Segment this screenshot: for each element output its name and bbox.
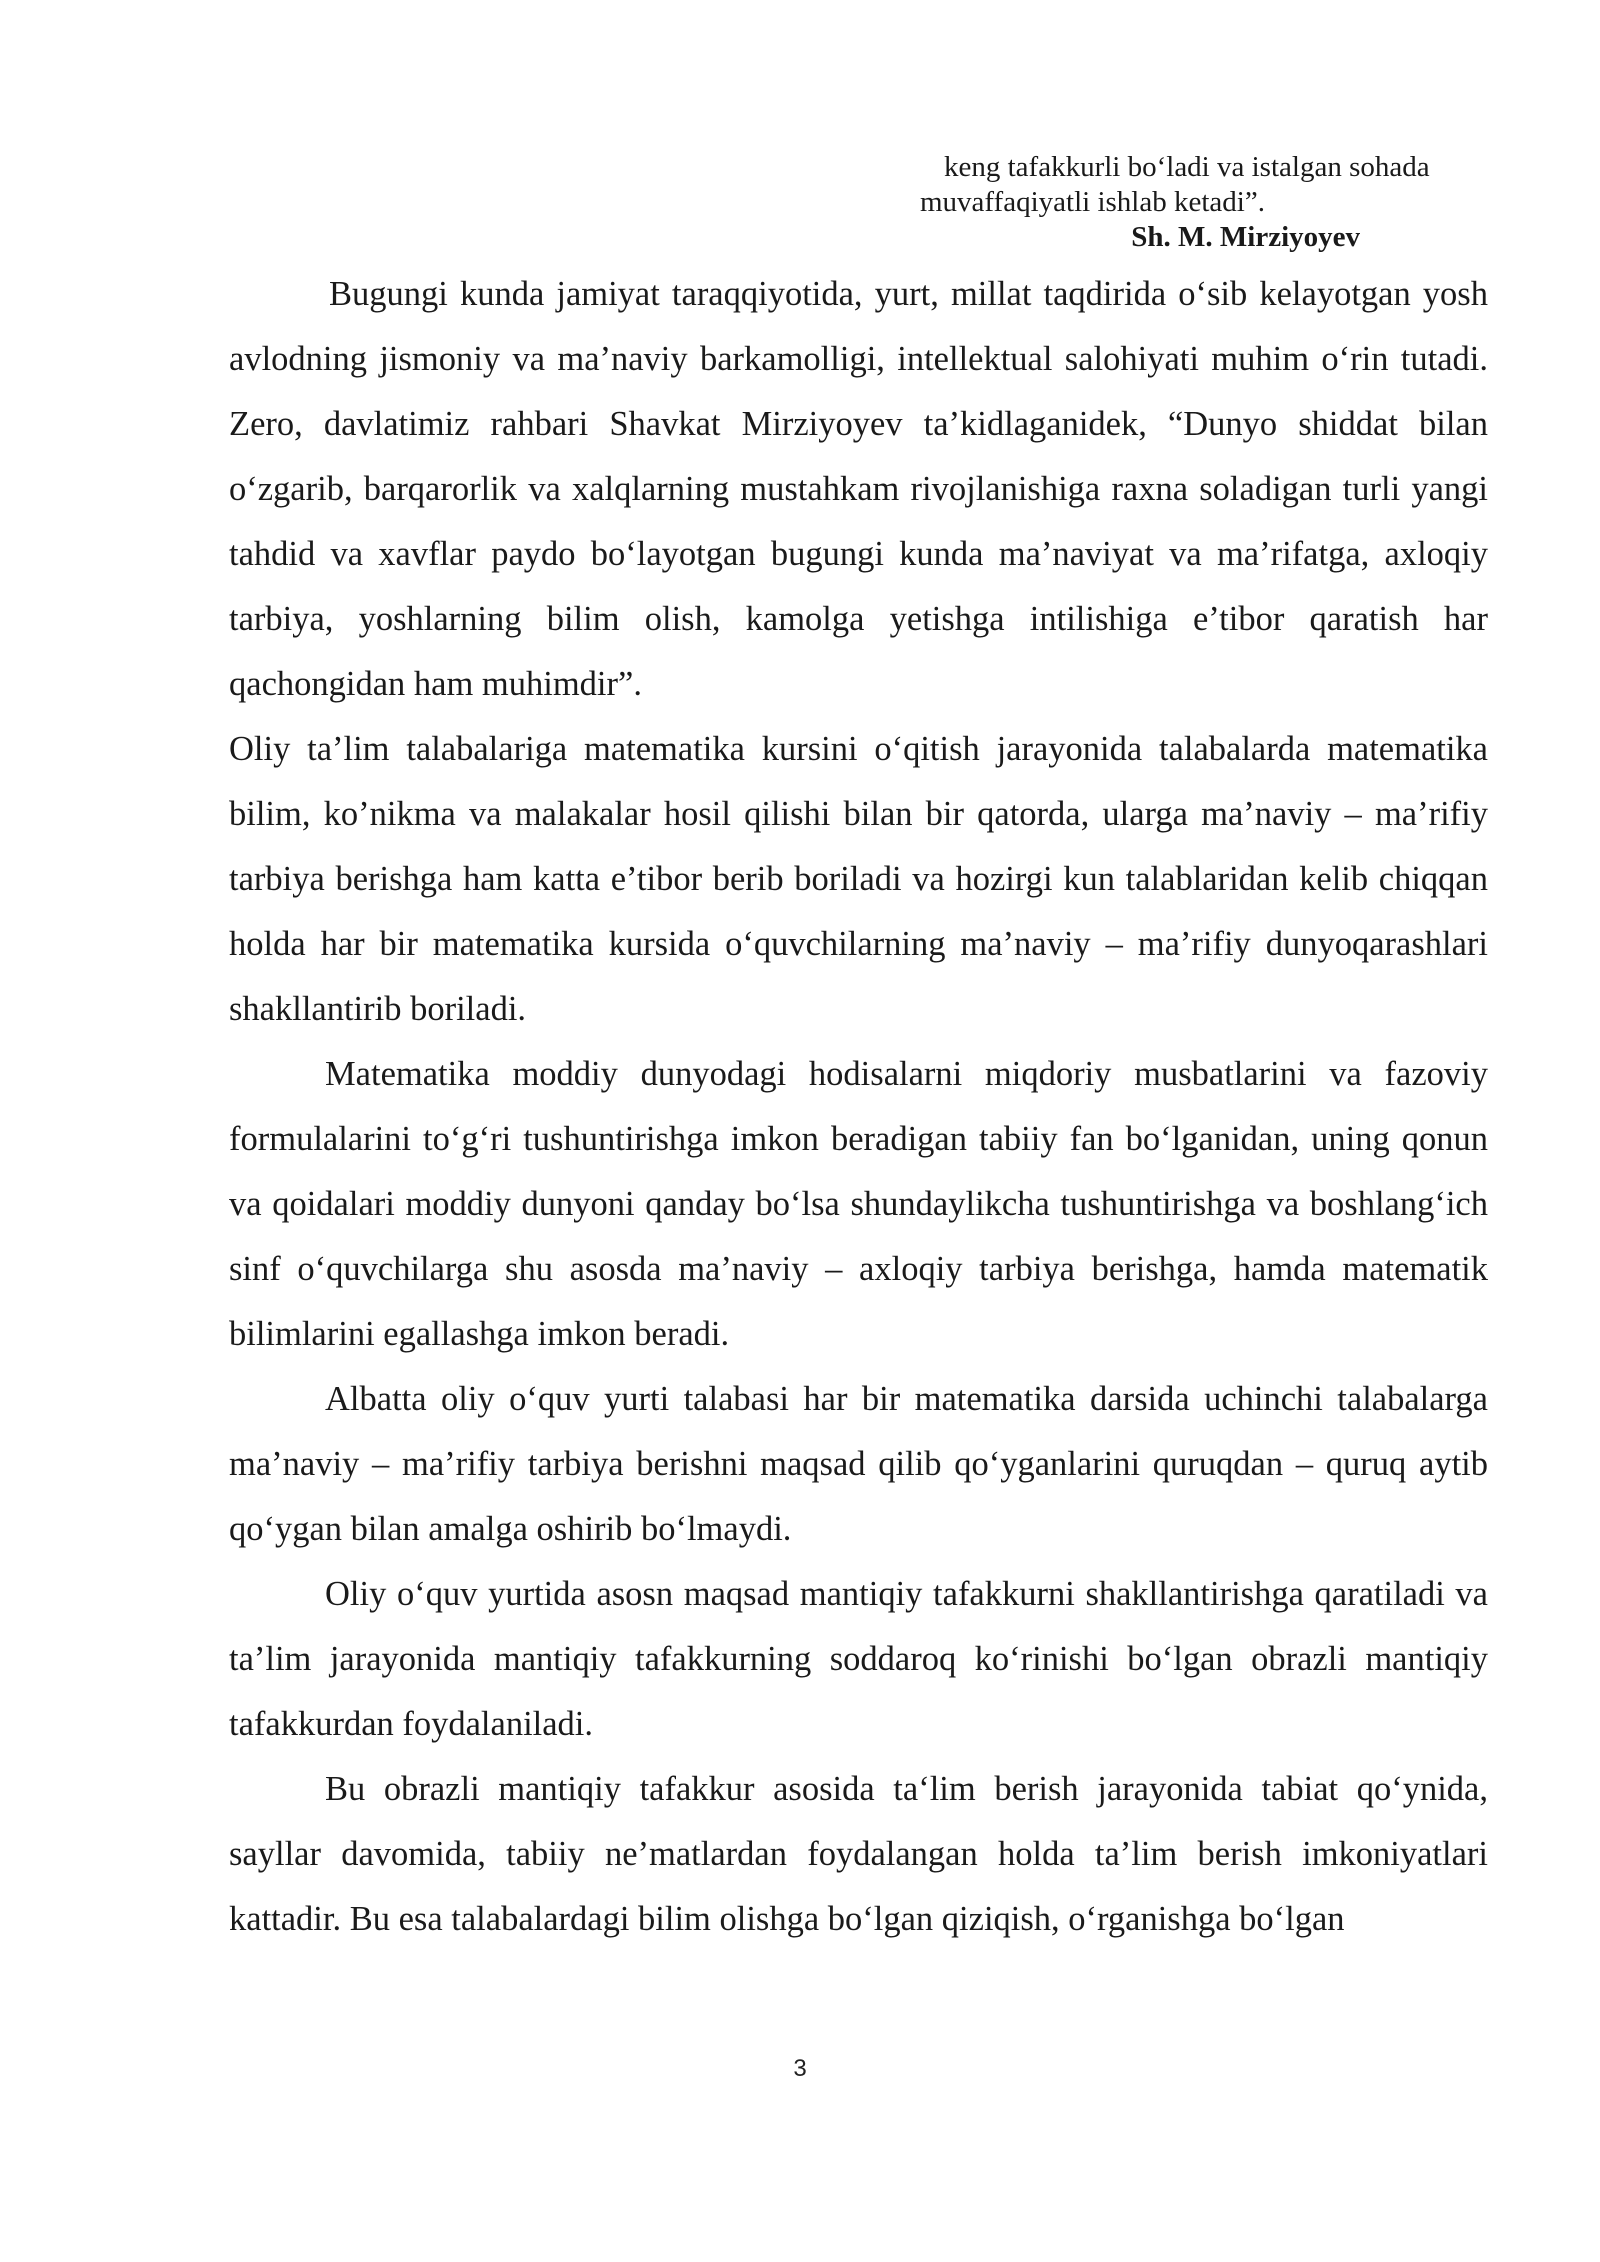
paragraph: Albatta oliy o‘quv yurti talabasi har bir matematika darsida uchinchi talabalarga ma’naviy – ma’rifiy tarbiya berishni maqsad qilib qo‘yganlarini quruqdan – quruq aytib qo‘ygan bilan amalga oshirib bo‘lmaydi.	[229, 1380, 1488, 1548]
epigraph	[920, 150, 1500, 255]
paragraph: Oliy ta’lim talabalariga matematika kursini o‘qitish jarayonida talabalarda matematika bilim, ko’nikma va malakalar hosil qilishi bilan bir qatorda, ularga ma’naviy – ma’rifiy tarbiya berishga ham katta e’tibor berib boriladi va hozirgi kun talablaridan kelib chiqqan holda har bir matematika kursida o‘quvchilarning ma’naviy – ma’rifiy dunyoqarashlari shakllantirib boriladi.	[229, 730, 1488, 1028]
paragraph: Bu obrazli mantiqiy tafakkur asosida ta‘lim berish jarayonida tabiat qo‘ynida, sayllar davomida, tabiiy ne’matlardan foydalangan holda ta’lim berish imkoniyatlari kattadir. Bu esa talabalardagi bilim olishga bo‘lgan qiziqish, o‘rganishga bo‘lgan	[229, 1770, 1488, 1938]
epigraph-author: Sh. M. Mirziyoyev	[1131, 221, 1360, 253]
paragraph: Oliy o‘quv yurtida asosn maqsad mantiqiy tafakkurni shakllantirishga qaratiladi va ta’lim jarayonida mantiqiy tafakkurning soddaroq ko‘rinishi bo‘lgan obrazli mantiqiy tafakkurdan foydalaniladi.	[229, 1575, 1488, 1743]
paragraph: Matematika moddiy dunyodagi hodisalarni miqdoriy musbatlarini va fazoviy formulalarini to‘g‘ri tushuntirishga imkon beradigan tabiiy fan bo‘lganidan, uning qonun va qoidalari moddiy dunyoni qanday bo‘lsa shundaylikcha tushuntirishga va boshlang‘ich sinf o‘quvchilarga shu asosda ma’naviy – axloqiy tarbiya berishga, hamda matematik bilimlarini egallashga imkon beradi.	[229, 1055, 1488, 1353]
page-number: 3	[793, 2055, 807, 2082]
paragraph: Bugungi kunda jamiyat taraqqiyotida, yurt, millat taqdirida o‘sib kelayotgan yosh avlodning jismoniy va ma’naviy barkamolligi, intellektual salohiyati muhim o‘rin tutadi. Zero, davlatimiz rahbari Shavkat Mirziyoyev ta’kidlaganidek, “Dunyo shiddat bilan o‘zgarib, barqarorlik va xalqlarning mustahkam rivojlanishiga raxna soladigan turli yangi tahdid va xavflar paydo bo‘layotgan bugungi kunda ma’naviyat va ma’rifatga, axloqiy tarbiya, yoshlarning bilim olish, kamolga yetishga intilishiga e’tibor qaratish har qachongidan ham muhimdir”.	[229, 275, 1488, 703]
body-text	[229, 262, 1488, 1952]
epigraph-line: keng tafakkurli bo‘ladi va istalgan sohada	[944, 151, 1430, 183]
epigraph-line: muvaffaqiyatli ishlab ketadi”.	[920, 186, 1265, 218]
